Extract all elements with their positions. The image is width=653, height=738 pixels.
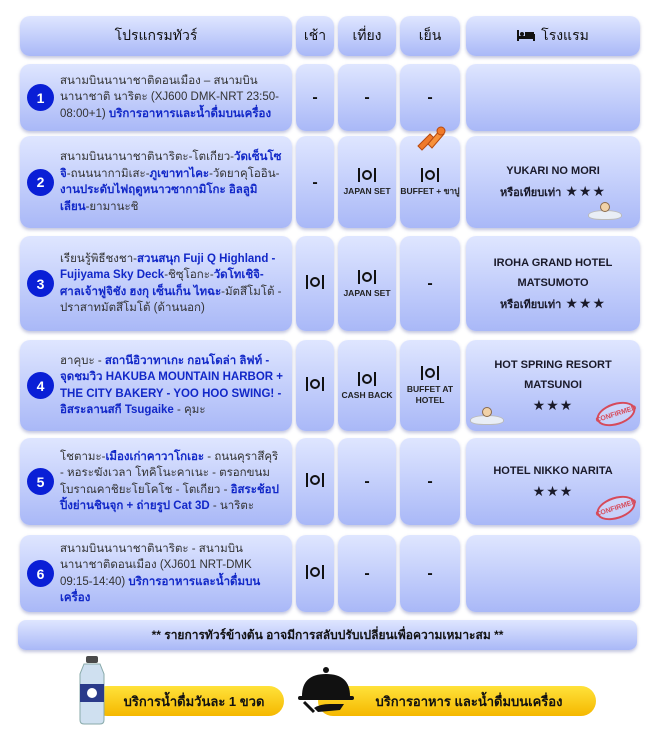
highlight-text: วัดโทเชิจิ-ศาลเจ้าฟูจิชัง ฮงกุ เซ็นเก็น ไทฉะ (60, 269, 264, 298)
header-morning-label: เช้า (303, 27, 327, 43)
highlight-text: งานประดับไฟฤดูหนาวซากามิโกะ อิลลูมิเลียน (60, 184, 258, 213)
fork-shape (306, 275, 308, 289)
crab-leg-icon (414, 126, 448, 152)
description-text: เรียนรู้พิธีชงชา- (60, 252, 137, 265)
noon-meal-cell (338, 64, 396, 131)
description-text: -ยามานะชิ (85, 200, 139, 213)
knife-shape (322, 565, 324, 579)
evening-meal-cell (400, 438, 460, 525)
description-text: -วัดยาคุโออิน- (209, 167, 280, 180)
evening-meal-cell (400, 236, 460, 331)
plate-shape (310, 475, 320, 485)
day-number-badge: 5 (27, 468, 54, 495)
description-text: - นาริตะ (209, 500, 255, 512)
day-number-badge: 1 (27, 84, 54, 111)
dish-icon (421, 365, 439, 381)
star-rating: ★★★ (532, 396, 574, 413)
header-hotel-label: โรงแรม (541, 27, 589, 43)
hotel-name: HOTEL NIKKO NARITA (493, 464, 613, 477)
noon-meal-cell (338, 340, 396, 431)
hotel-name: IROHA GRAND HOTEL MATSUMOTO (493, 256, 613, 289)
knife-shape (437, 168, 439, 182)
knife-shape (322, 473, 324, 487)
description-text: -ชิซุโอกะ- (164, 269, 214, 281)
fork-shape (306, 473, 308, 487)
plate-shape (362, 170, 372, 180)
meal-pill (318, 686, 596, 716)
evening-meal-cell-label: BUFFET + ขาปู (400, 186, 460, 196)
hotel-cell (466, 535, 640, 612)
hotel-rating-line (533, 481, 574, 503)
star-rating: ★★★ (532, 482, 574, 499)
dish-icon (306, 376, 324, 392)
onsen-head (600, 202, 610, 212)
noon-meal-cell (338, 136, 396, 228)
plate-shape (425, 170, 435, 180)
plate-shape (425, 368, 435, 378)
day-program-cell (20, 535, 292, 612)
noon-meal-cell-label: CASH BACK (341, 389, 393, 400)
fork-shape (421, 366, 423, 380)
description-text: สนามบินนานาชาตินาริตะ - สนามบินนานาชาติดอนเมือง (XJ601 NRT-DMK 09:15-14:40) (60, 542, 252, 588)
dish-icon (358, 371, 376, 387)
morning-meal-cell (296, 236, 334, 331)
evening-meal-cell-dash: - (427, 275, 433, 292)
dish-icon (358, 269, 376, 285)
day-program-cell (20, 438, 292, 525)
highlight-text: วัดเซ็นโซจิ (60, 151, 282, 180)
highlight-text: บริการอาหารและน้ำดื่มบนเครื่อง (108, 107, 272, 120)
hotel-cell (466, 236, 640, 331)
description-text: -มัตสึโมโต้ - ปราสาทมัตสึโมโต้ (ด้านนอก) (60, 285, 282, 314)
hotel-rating-line (533, 395, 574, 417)
morning-meal-cell (296, 64, 334, 131)
highlight-text: เมืองเก่าคาวาโกเอะ (105, 450, 205, 463)
hotel-cell (466, 64, 640, 131)
morning-meal-cell-dash: - (312, 173, 318, 191)
highlight-text: สถานีอิวาทาเกะ กอนโดล่า ลิฟท์ - จุดชมวิว HAKUBA MOUNTAIN HARBOR + THE CITY BAKERY - YOO HOO SWING! - อิสระลานสกี Tsugaike (60, 354, 283, 416)
day-program-cell (20, 64, 292, 131)
confirmed-stamp: CONFIRMED (594, 491, 639, 524)
noon-meal-cell (338, 438, 396, 525)
knife-shape (437, 366, 439, 380)
evening-meal-cell-label: BUFFET AT HOTEL (406, 384, 454, 405)
hotel-rating-line (500, 293, 606, 315)
fork-shape (358, 168, 360, 182)
highlight-text: บริการอาหารและน้ำดื่มบนเครื่อง (60, 575, 261, 604)
hotel-equivalent-text: หรือเทียบเท่า (499, 298, 562, 311)
header-noon-label: เที่ยง (352, 27, 382, 43)
dish-icon (306, 274, 324, 290)
header-program (20, 16, 292, 56)
highlight-text: สวนสนุก Fuji Q Highland - Fujiyama Sky Deck (60, 252, 276, 281)
description-text: ฮาคุบะ - (60, 354, 105, 367)
hotel-rating-line (500, 181, 606, 203)
evening-meal-cell (400, 64, 460, 131)
fork-shape (306, 565, 308, 579)
knife-shape (374, 372, 376, 386)
meal-label: บริการอาหาร และน้ำดื่มบนเครื่อง (375, 693, 563, 709)
confirmed-stamp: CONFIRMED (594, 397, 639, 430)
morning-meal-cell (296, 535, 334, 612)
plate-shape (362, 374, 372, 384)
header-evening (400, 16, 460, 56)
morning-meal-cell (296, 340, 334, 431)
day-description (60, 353, 284, 419)
fork-shape (306, 377, 308, 391)
note-bar (18, 620, 637, 650)
morning-meal-cell-dash: - (312, 89, 318, 106)
noon-meal-cell (338, 236, 396, 331)
noon-meal-cell (338, 535, 396, 612)
evening-meal-cell (400, 340, 460, 431)
food-cloche-icon (296, 664, 356, 716)
knife-shape (374, 270, 376, 284)
description-text: โชตามะ- (60, 450, 106, 463)
day-program-cell (20, 136, 292, 228)
knife-shape (374, 168, 376, 182)
morning-meal-cell (296, 438, 334, 525)
day-number-badge: 6 (27, 560, 54, 587)
hotel-equivalent-text: หรือเทียบเท่า (499, 187, 562, 199)
fork-shape (358, 372, 360, 386)
water-bottle-icon (74, 656, 110, 726)
noon-meal-cell-label: JAPAN SET (343, 186, 391, 196)
water-pill (92, 686, 284, 716)
onsen-head (482, 407, 492, 417)
day-program-cell (20, 340, 292, 431)
fork-shape (421, 168, 423, 182)
knife-shape (322, 377, 324, 391)
dish-icon (358, 167, 376, 183)
plate-shape (310, 277, 320, 287)
day-description (60, 149, 284, 215)
dish-icon (421, 167, 439, 183)
header-morning (296, 16, 334, 56)
star-rating: ★★★ (565, 183, 607, 199)
fork-shape (358, 270, 360, 284)
day-number-badge: 4 (27, 372, 54, 399)
morning-meal-cell (296, 136, 334, 228)
header-evening-label: เย็น (418, 27, 442, 43)
noon-meal-cell-label: JAPAN SET (343, 287, 391, 298)
day-number-badge: 3 (27, 270, 54, 297)
day-number-badge: 2 (27, 169, 54, 196)
description-text: สนามบินนานาชาตินาริตะ-โตเกียว- (60, 151, 234, 163)
onsen-icon (588, 202, 622, 220)
noon-meal-cell-dash: - (364, 89, 370, 106)
description-text: - ถนนคุราสึคุริ - หอระฆังเวลา โทคิโนะคาเนะ - ตรอกขนมโบราณคาชิยะโยโคโช - โตเกียว - (60, 450, 279, 496)
noon-meal-cell-dash: - (364, 473, 370, 490)
dish-icon (306, 564, 324, 580)
header-hotel (466, 16, 640, 56)
evening-meal-cell-dash: - (427, 473, 433, 490)
noon-meal-cell-dash: - (364, 565, 370, 582)
description-text: -ถนนนากามิเสะ- (66, 167, 150, 180)
evening-meal-cell-dash: - (427, 89, 433, 106)
header-noon (338, 16, 396, 56)
hotel-name: HOT SPRING RESORT MATSUNOI (494, 358, 612, 391)
day-description (60, 541, 284, 607)
knife-shape (322, 275, 324, 289)
description-text: สนามบินนานาชาติดอนเมือง – สนามบินนานาชาติ นาริตะ (XJ600 DMK-NRT 23:50-08:00+1) (60, 74, 279, 120)
highlight-text: อิสระช้อปปิ้งย่านชินจุก + ถ่ายรูป Cat 3D (60, 483, 279, 512)
header-program-label: โปรแกรมทัวร์ (114, 27, 198, 43)
day-description (60, 73, 284, 123)
evening-meal-cell (400, 535, 460, 612)
note-text: ** รายการทัวร์ข้างต้น อาจมีการสลับปรับเปลี่ยนเพื่อความเหมาะสม ** (151, 627, 504, 642)
day-program-cell (20, 236, 292, 331)
dish-icon (306, 472, 324, 488)
hotel-name: YUKARI NO MORI (506, 165, 600, 177)
plate-shape (310, 567, 320, 577)
description-text: - คุมะ (173, 404, 206, 416)
evening-meal-cell-dash: - (427, 565, 433, 582)
onsen-icon (470, 407, 504, 425)
day-description (60, 449, 284, 515)
day-description (60, 251, 284, 317)
highlight-text: ภูเขาทาไคะ (149, 167, 210, 180)
plate-shape (310, 379, 320, 389)
bed-icon (517, 28, 535, 44)
water-label: บริการน้ำดื่มวันละ 1 ขวด (123, 693, 265, 709)
star-rating: ★★★ (565, 294, 607, 311)
plate-shape (362, 272, 372, 282)
